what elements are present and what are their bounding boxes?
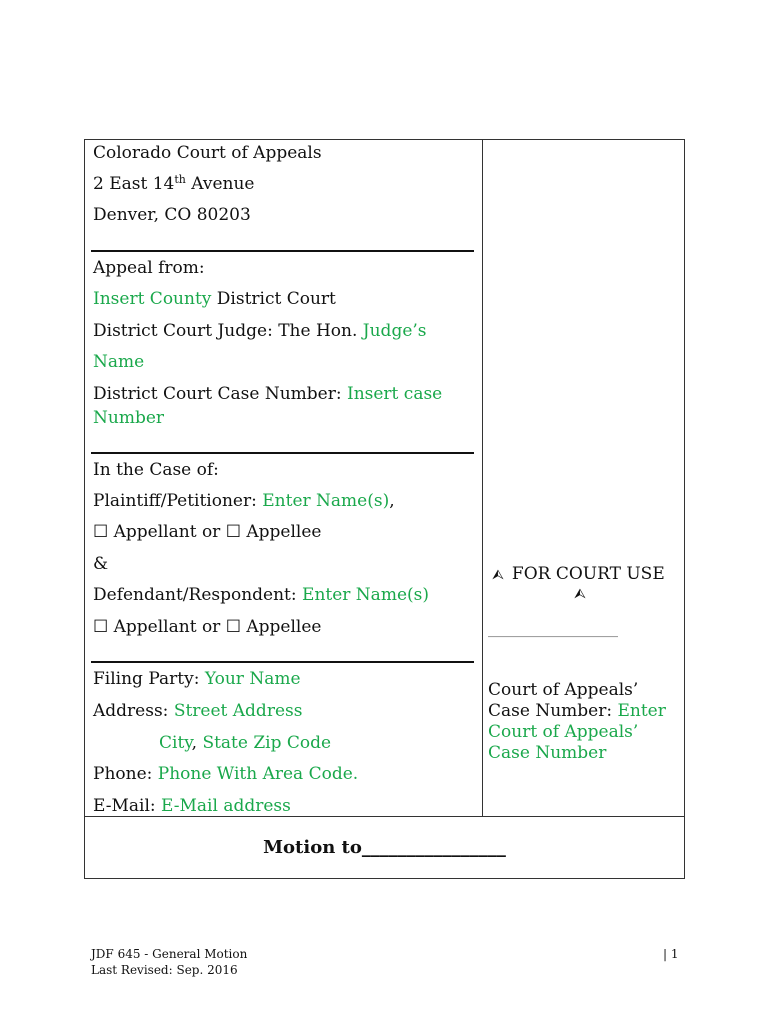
- motion-row: [85, 816, 684, 880]
- court-address: 2 East 14th Avenue: [93, 173, 255, 194]
- county-field[interactable]: Insert County: [93, 289, 212, 309]
- motion-title[interactable]: Motion to________________: [263, 837, 506, 858]
- district-case-line: District Court Case Number: Insert case: [93, 384, 443, 404]
- coa-case-field-cont[interactable]: Case Number: [488, 743, 607, 763]
- footer-revised: Last Revised: Sep. 2016: [91, 963, 238, 977]
- filing-party-field[interactable]: Your Name: [204, 669, 301, 689]
- coa-case-field-cont[interactable]: Court of Appeals’: [488, 722, 639, 742]
- judge-field-cont[interactable]: Name: [93, 352, 145, 372]
- phone-field[interactable]: Phone With Area Code.: [157, 764, 359, 784]
- caption-box: [84, 139, 685, 879]
- district-case-field-cont[interactable]: Number: [93, 408, 165, 428]
- coa-case-field[interactable]: Enter: [617, 701, 666, 721]
- email-line: E-Mail: E-Mail address: [93, 796, 291, 816]
- court-use-header: ⮙ FOR COURT USE: [492, 564, 665, 584]
- divider: [91, 250, 474, 252]
- court-use-column: [482, 140, 685, 816]
- divider: [91, 661, 474, 663]
- plaintiff-role-checkboxes[interactable]: ☐ Appellant or ☐ Appellee: [93, 522, 322, 542]
- footer-form-id: JDF 645 - General Motion: [91, 947, 248, 961]
- judge-field[interactable]: Judge’s: [362, 321, 427, 341]
- appeal-label: Appeal from:: [93, 258, 205, 278]
- defendant-field[interactable]: Enter Name(s): [302, 585, 429, 605]
- court-use-blank-line: ____________________: [488, 623, 618, 638]
- judge-line: District Court Judge: The Hon. Judge’s: [93, 321, 427, 341]
- plaintiff-line: Plaintiff/Petitioner: Enter Name(s),: [93, 491, 395, 511]
- city-line: City, State Zip Code: [159, 733, 332, 753]
- street-field[interactable]: Street Address: [173, 701, 303, 721]
- filing-party-line: Filing Party: Your Name: [93, 669, 301, 689]
- county-line: Insert County District Court: [93, 289, 336, 309]
- page-number: | 1: [663, 947, 679, 961]
- defendant-role-checkboxes[interactable]: ☐ Appellant or ☐ Appellee: [93, 617, 322, 637]
- district-case-field[interactable]: Insert case: [346, 384, 443, 404]
- address-line: Address: Street Address: [93, 701, 303, 721]
- caption-left-column: [85, 140, 483, 816]
- defendant-line: Defendant/Respondent: Enter Name(s): [93, 585, 429, 605]
- city-field[interactable]: City: [159, 733, 192, 753]
- coa-case-label: Court of Appeals’: [488, 680, 639, 700]
- court-city: Denver, CO 80203: [93, 205, 251, 225]
- plaintiff-field[interactable]: Enter Name(s): [262, 491, 390, 511]
- phone-line: Phone: Phone With Area Code.: [93, 764, 359, 784]
- email-field[interactable]: E-Mail address: [161, 796, 291, 816]
- coa-case-line: Case Number: Enter: [488, 701, 666, 721]
- case-label: In the Case of:: [93, 460, 219, 480]
- court-name: Colorado Court of Appeals: [93, 143, 322, 163]
- divider: [91, 452, 474, 454]
- ampersand: &: [93, 554, 109, 574]
- state-zip-field[interactable]: State Zip Code: [202, 733, 332, 753]
- caret-icon: ⮙: [574, 586, 586, 602]
- caret-icon: ⮙: [492, 567, 504, 583]
